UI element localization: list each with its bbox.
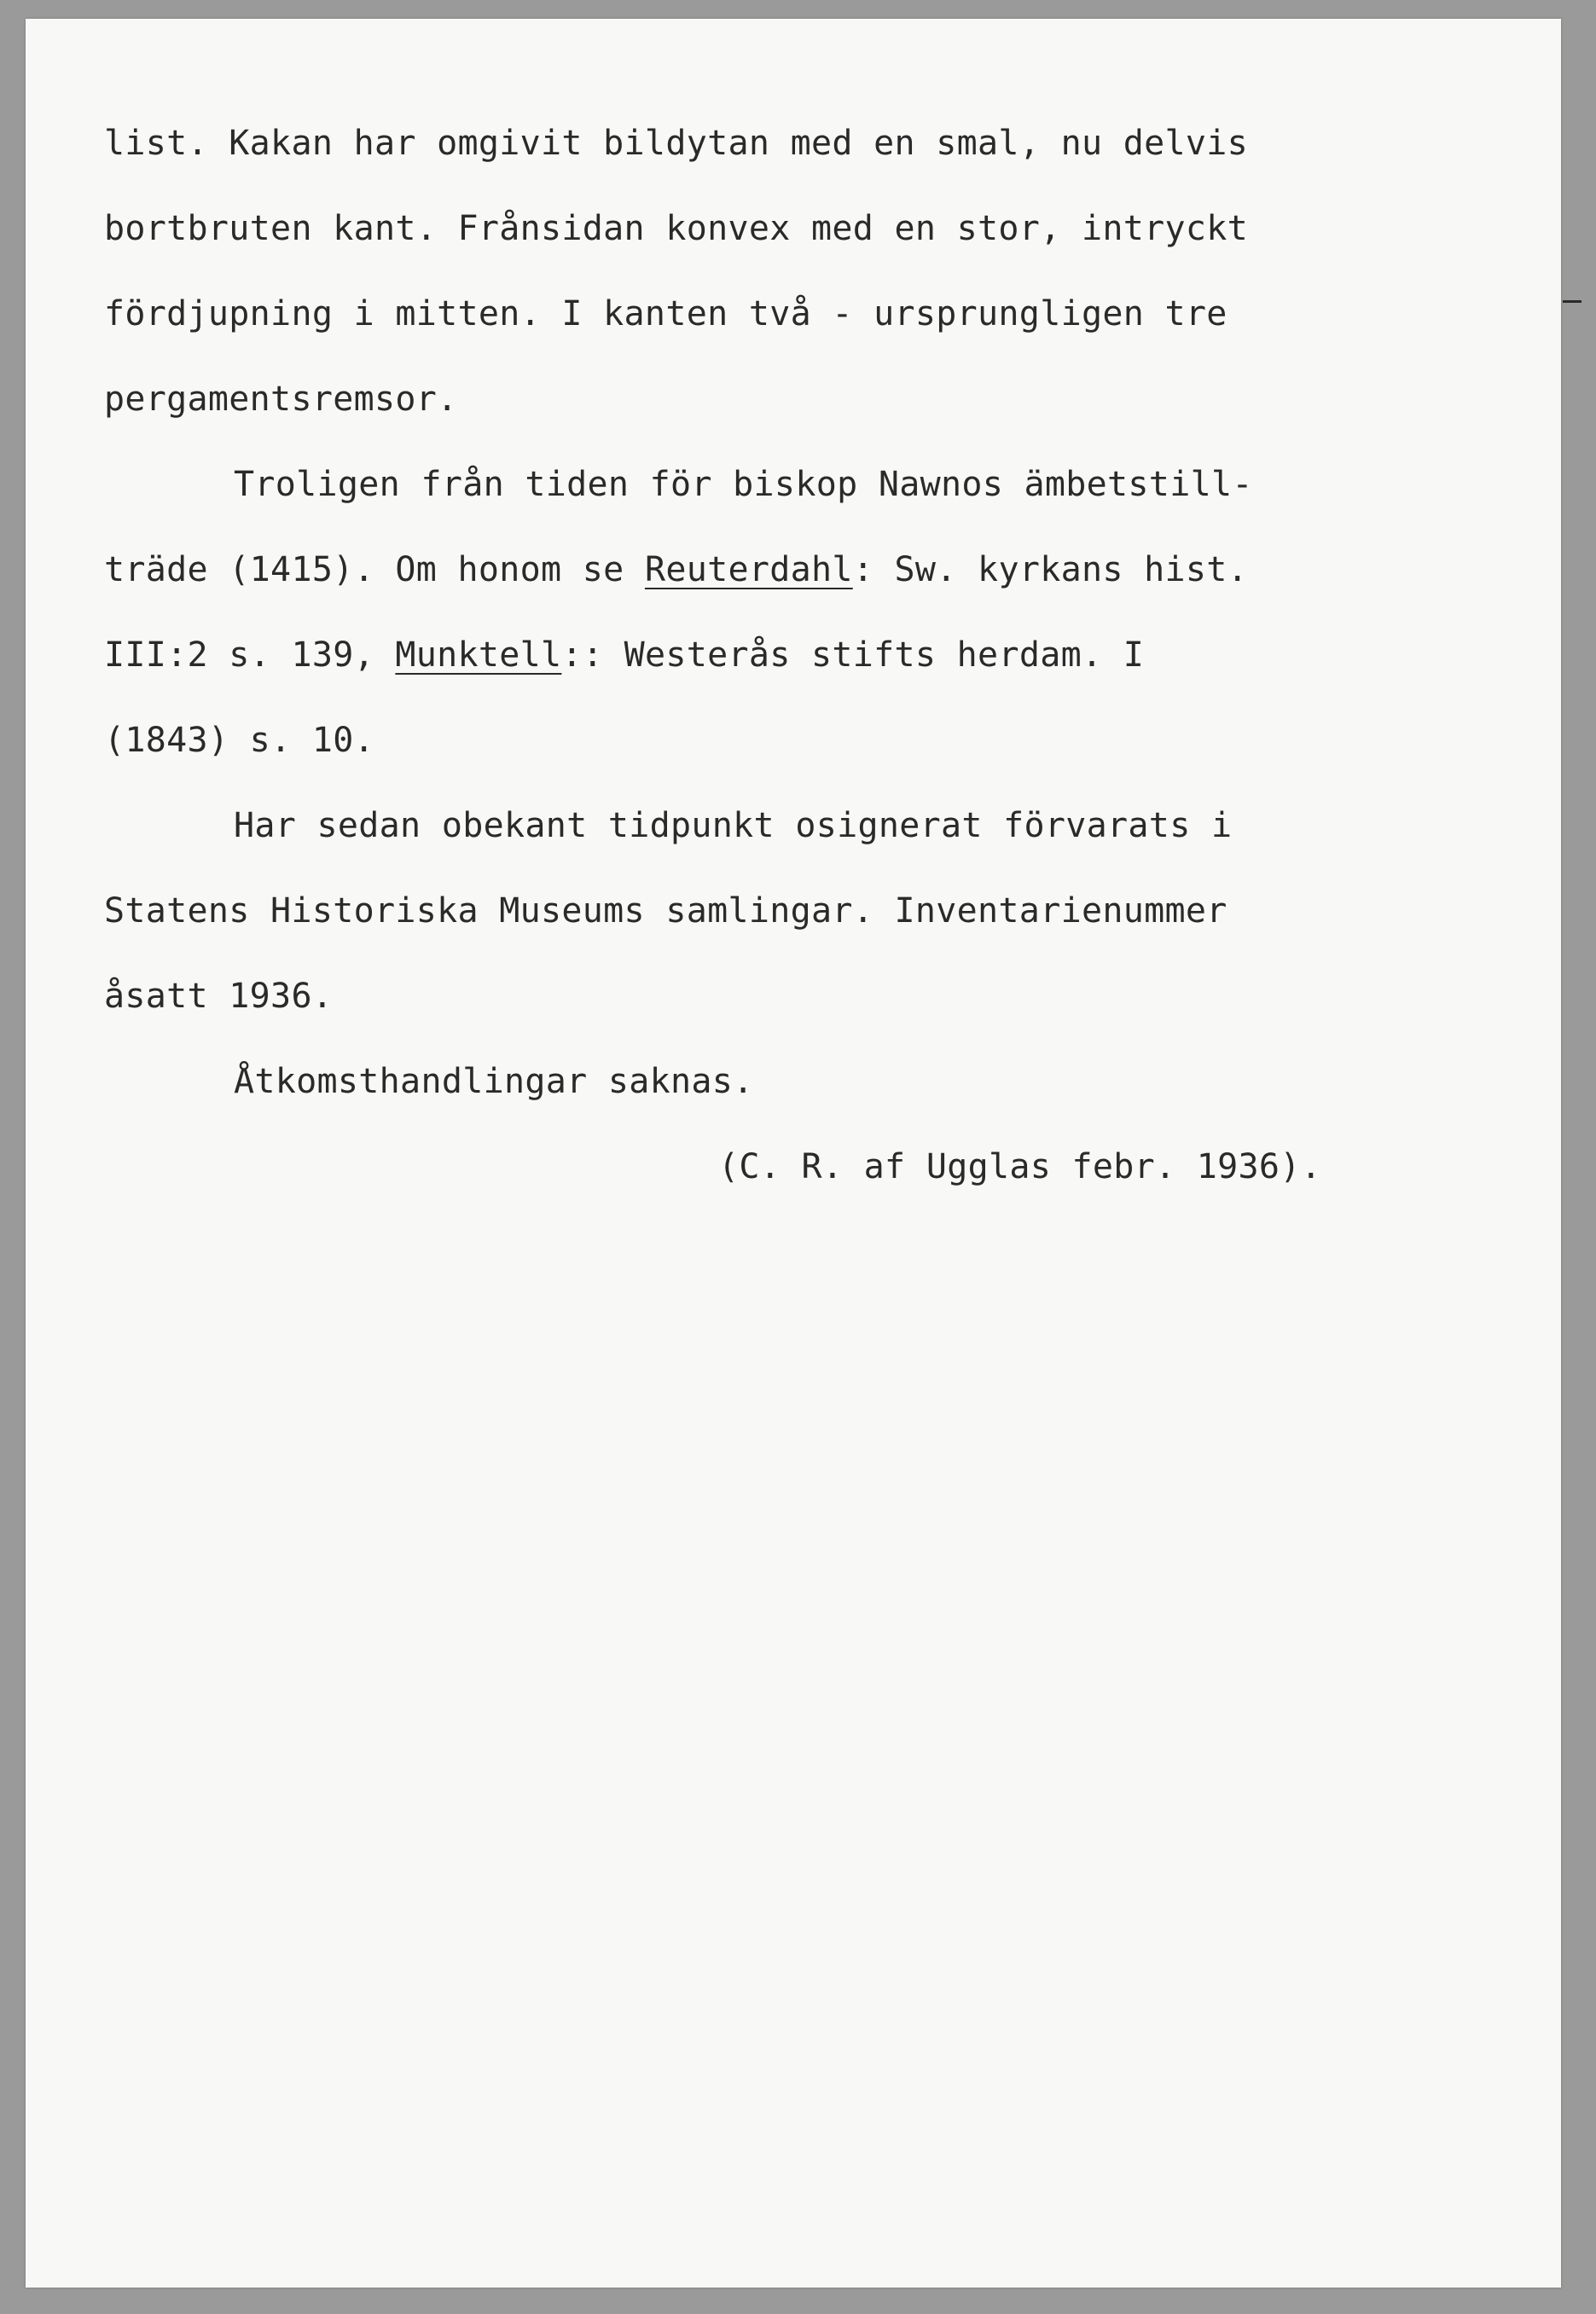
text-line-6-pre: träde (1415). Om honom se <box>104 550 645 589</box>
text-line-6 <box>104 536 1571 621</box>
text-line-8: (1843) s. 10. <box>104 721 374 760</box>
text-line-5: Troligen från tiden för biskop Nawnos ämbetstill- <box>234 465 1253 504</box>
text-line-6-post: : Sw. kyrkans hist. <box>852 550 1249 589</box>
signature-line: (C. R. af Ugglas febr. 1936). <box>718 1147 1322 1186</box>
text-line-9: Har sedan obekant tidpunkt osignerat förvarats i <box>234 806 1233 845</box>
text-line-12: Åtkomsthandlingar saknas. <box>234 1062 754 1101</box>
author-reference-munktell: Munktell <box>395 635 562 675</box>
text-line-7-pre: III:2 s. 139, <box>104 635 396 675</box>
author-reference-reuterdahl: Reuterdahl <box>644 550 853 589</box>
text-line-4: pergamentsremsor. <box>104 380 458 419</box>
text-line-1: list. Kakan har omgivit bildytan med en smal, nu delvis <box>104 124 1249 163</box>
text-line-10: Statens Historiska Museums samlingar. Inventarienummer <box>104 891 1227 931</box>
text-line-7-post: :: Westerås stifts herdam. I <box>561 635 1145 675</box>
edge-dash-mark <box>1563 300 1581 303</box>
index-card <box>26 19 1561 2288</box>
text-line-7 <box>104 621 1571 706</box>
text-line-3: fördjupning i mitten. I kanten två - ursprungligen tre <box>104 294 1227 333</box>
text-line-2: bortbruten kant. Frånsidan konvex med en stor, intryckt <box>104 209 1249 248</box>
text-line-11: åsatt 1936. <box>104 977 334 1016</box>
typed-text-block <box>104 109 1571 1218</box>
